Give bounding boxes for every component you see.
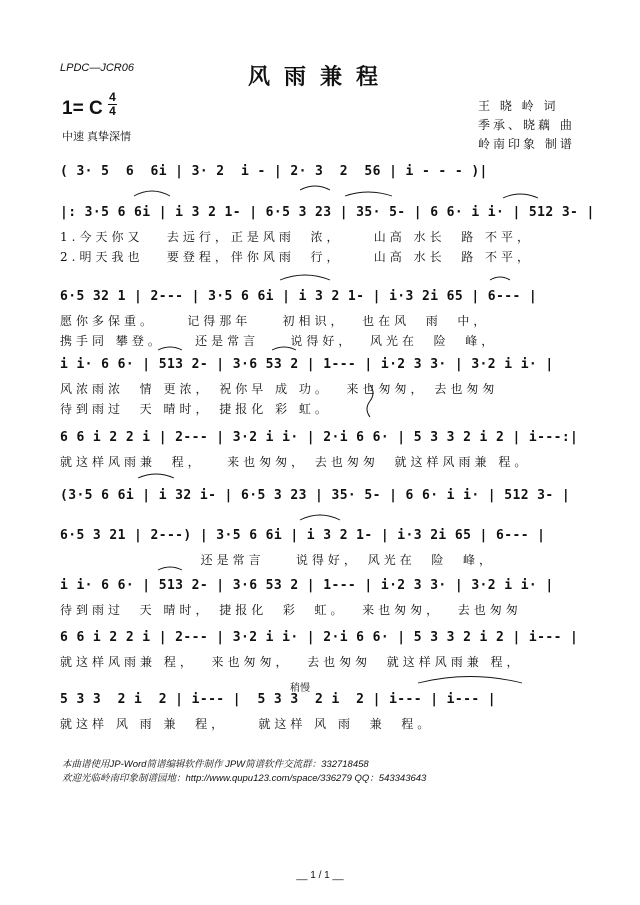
row-7-notes: 6·5 3 21 | 2---) | 3·5 6 6i | i 3 2 1- | i·3 2i 65 | 6--- | bbox=[60, 528, 546, 543]
slur-12 bbox=[418, 677, 522, 684]
row-5-lyric-1: 就这样风雨兼 程， 来也匆匆， 去也匆匆 就这样风雨兼 程。 bbox=[60, 455, 531, 469]
slur-1 bbox=[134, 191, 170, 196]
slur-8 bbox=[272, 347, 296, 350]
slur-4 bbox=[503, 194, 538, 198]
row-4-lyric-1: 风浓雨浓 情 更浓， 祝你早 成 功。 来也匆匆， 去也匆匆 bbox=[60, 382, 499, 396]
row-3-lyric-2: 携手同 攀登。 还是常言 说得好， 风光在 险 峰， bbox=[60, 334, 498, 348]
key-signature: 1= C bbox=[62, 98, 103, 119]
row-10-lyric-1: 就这样 风 雨 兼 程， 就这样 风 雨 兼 程。 bbox=[60, 717, 434, 731]
tempo-slower: 稍慢 bbox=[290, 683, 310, 694]
slur-10 bbox=[300, 515, 340, 520]
row-6-notes: (3·5 6 6i | i 32 i- | 6·5 3 23 | 35· 5- | 6 6· i i· | 512 3- | bbox=[60, 488, 571, 503]
row-8-lyric-1: 待到雨过 天 晴时， 捷报化 彩 虹。 来也匆匆， 去也匆匆 bbox=[60, 603, 522, 617]
slur-9 bbox=[138, 474, 174, 478]
row-2-notes: |: 3·5 6 6i | i 3 2 1- | 6·5 3 23 | 35· 5- | 6 6· i i· | 512 3- | bbox=[60, 205, 595, 220]
time-top: 4 bbox=[109, 90, 116, 104]
row-10-notes: 5 3 3 2 i 2 | i--- | 5 3 3 2 i 2 | i--- | i--- | bbox=[60, 692, 497, 707]
footer-line-2: 欢迎光临岭南印象制谱园地：http://www.qupu123.com/space/336279 QQ：543343643 bbox=[62, 773, 427, 784]
row-8-notes: i i· 6 6· | 513 2- | 3·6 53 2 | 1--- | i·2 3 3· | 3·2 i i· | bbox=[60, 578, 554, 593]
row-2-lyric-2: 2.明天我也 要登程，伴你风雨 行， 山高 水长 路 不平， bbox=[60, 250, 534, 264]
song-title: 风雨兼程 bbox=[247, 64, 392, 90]
slur-5 bbox=[280, 275, 330, 280]
slur-6 bbox=[490, 277, 510, 280]
page-number: __ 1 / 1 __ bbox=[296, 870, 344, 881]
arranger: 岭南印象 制谱 bbox=[478, 137, 575, 151]
row-9-lyric-1: 就这样风雨兼 程， 来也匆匆， 去也匆匆 就这样风雨兼 程， bbox=[60, 655, 523, 669]
row-4-lyric-2: 待到雨过 天 晴时， 捷报化 彩 虹。 bbox=[60, 402, 331, 416]
row-3-notes: 6·5 32 1 | 2--- | 3·5 6 6i | i 3 2 1- | i·3 2i 65 | 6--- | bbox=[60, 289, 538, 304]
breath-mark bbox=[367, 385, 373, 417]
slur-7 bbox=[158, 347, 182, 350]
footer-line-1: 本曲谱使用JP-Word简谱编辑软件制作 JPW简谱软件交流群：332718458 bbox=[62, 759, 369, 770]
time-bottom: 4 bbox=[109, 104, 116, 118]
slur-2 bbox=[300, 186, 330, 190]
row-2-lyric-1: 1.今天你又 去远行，正是风雨 浓， 山高 水长 路 不平， bbox=[60, 230, 534, 244]
score-code: LPDC—JCR06 bbox=[60, 62, 134, 74]
tempo-mark: 中速 真挚深情 bbox=[62, 131, 132, 143]
lyricist: 王 晓 岭 词 bbox=[478, 99, 559, 113]
row-5-notes: 6 6 i 2 2 i | 2--- | 3·2 i i· | 2·i 6 6· | 5 3 3 2 i 2 | i---:| bbox=[60, 430, 579, 445]
row-9-notes: 6 6 i 2 2 i | 2--- | 3·2 i i· | 2·i 6 6· | 5 3 3 2 i 2 | i--- | bbox=[60, 630, 579, 645]
slur-11 bbox=[158, 567, 182, 570]
row-3-lyric-1: 愿你多保重。 记得那年 初相识， 也在风 雨 中， bbox=[60, 314, 490, 328]
composer: 季承、晓藕 曲 bbox=[478, 118, 575, 132]
slur-3 bbox=[345, 192, 392, 196]
row-1-notes: ( 3· 5 6 6i | 3· 2 i - | 2· 3 2 56 | i - - - )| bbox=[60, 164, 488, 179]
row-4-notes: i i· 6 6· | 513 2- | 3·6 53 2 | 1--- | i·2 3 3· | 3·2 i i· | bbox=[60, 357, 554, 372]
row-7-lyric-1: 还是常言 说得好， 风光在 险 峰， bbox=[60, 553, 495, 567]
